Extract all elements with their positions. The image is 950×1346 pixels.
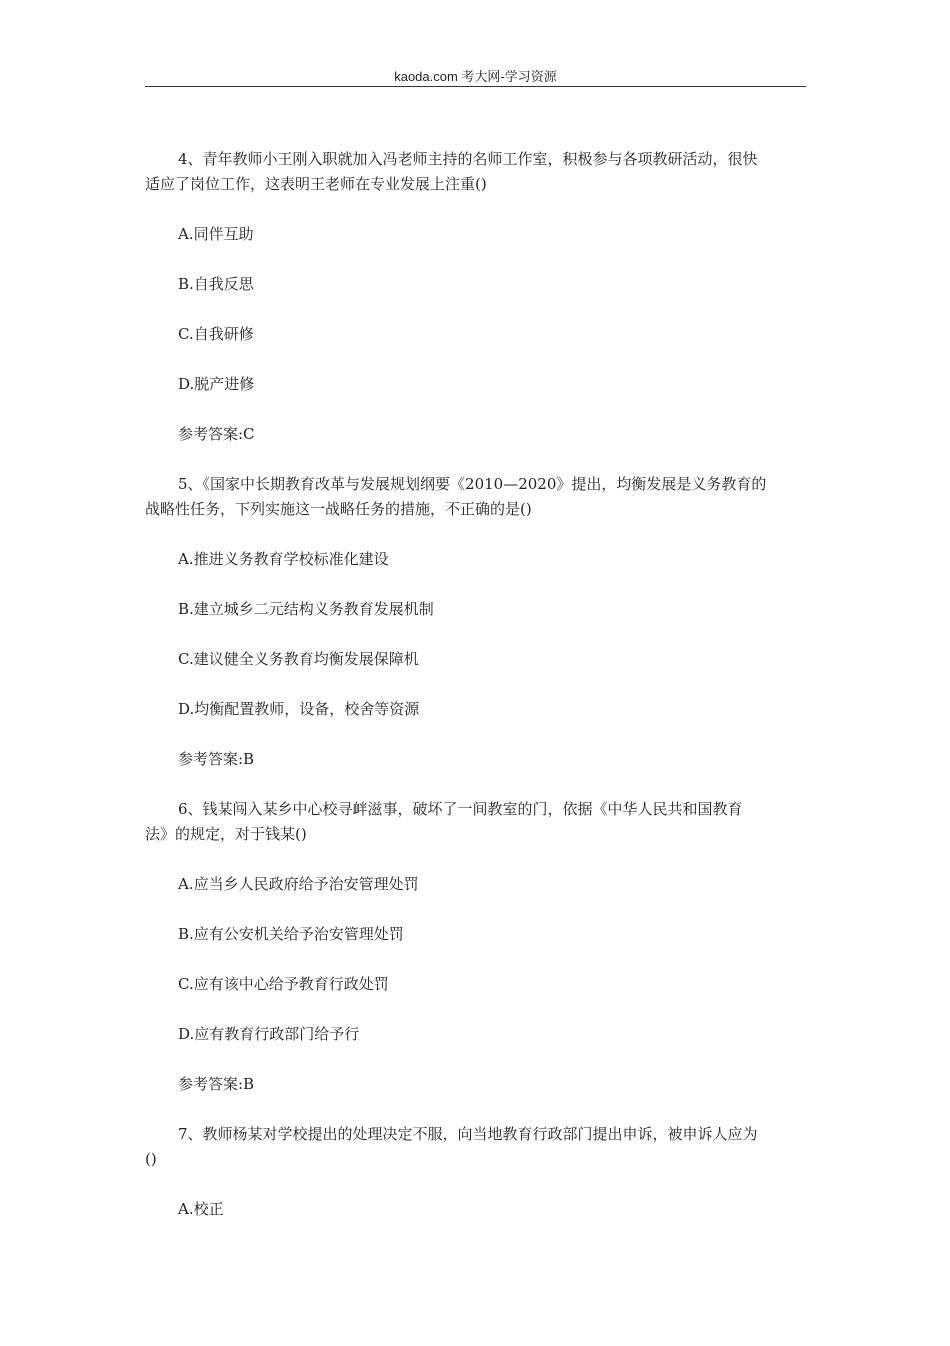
question-5-stem-line2: 战略性任务，下列实施这一战略任务的措施，不正确的是() bbox=[145, 500, 532, 518]
question-5-stem-line1: 5、《国家中长期教育改革与发展规划纲要《2010—2020》提出，均衡发展是义务教育的 bbox=[178, 475, 767, 493]
question-4-stem-line1: 4、青年教师小王刚入职就加入冯老师主持的名师工作室，积极参与各项教研活动，很快 bbox=[178, 150, 758, 168]
question-7-option-a: A.校正 bbox=[178, 1200, 224, 1218]
question-5-stem bbox=[145, 472, 806, 522]
question-6-option-b: B.应有公安机关给予治安管理处罚 bbox=[178, 925, 404, 943]
question-6-answer: 参考答案:B bbox=[178, 1075, 255, 1093]
question-5-option-d: D.均衡配置教师，设备，校舍等资源 bbox=[178, 700, 420, 718]
question-7-stem-line1: 7、教师杨某对学校提出的处理决定不服，向当地教育行政部门提出申诉，被申诉人应为 bbox=[178, 1125, 758, 1143]
question-4-answer: 参考答案:C bbox=[178, 425, 255, 443]
question-6-option-a: A.应当乡人民政府给予治安管理处罚 bbox=[178, 875, 419, 893]
question-4-option-c: C.自我研修 bbox=[178, 325, 254, 343]
question-4-option-d: D.脱产进修 bbox=[178, 375, 255, 393]
question-7-stem-line2: () bbox=[145, 1150, 157, 1168]
question-4-option-b: B.自我反思 bbox=[178, 275, 254, 293]
question-5-option-a: A.推进义务教育学校标准化建设 bbox=[178, 550, 389, 568]
question-4-stem bbox=[145, 147, 806, 197]
header-rule bbox=[145, 86, 806, 87]
question-6-option-c: C.应有该中心给予教育行政处罚 bbox=[178, 975, 389, 993]
question-7-stem bbox=[145, 1122, 806, 1172]
question-6-stem-line2: 法》的规定，对于钱某() bbox=[145, 825, 307, 843]
question-5-answer: 参考答案:B bbox=[178, 750, 255, 768]
question-4-option-a: A.同伴互助 bbox=[178, 225, 254, 243]
question-5-option-b: B.建立城乡二元结构义务教育发展机制 bbox=[178, 600, 434, 618]
page-header: kaoda.com 考大网-学习资源 bbox=[394, 69, 557, 84]
question-4-stem-line2: 适应了岗位工作，这表明王老师在专业发展上注重() bbox=[145, 175, 487, 193]
question-5-option-c: C.建议健全义务教育均衡发展保障机 bbox=[178, 650, 419, 668]
question-6-stem-line1: 6、钱某闯入某乡中心校寻衅滋事，破坏了一间教室的门，依据《中华人民共和国教育 bbox=[178, 800, 743, 818]
question-6-option-d: D.应有教育行政部门给予行 bbox=[178, 1025, 360, 1043]
question-6-stem bbox=[145, 797, 806, 847]
